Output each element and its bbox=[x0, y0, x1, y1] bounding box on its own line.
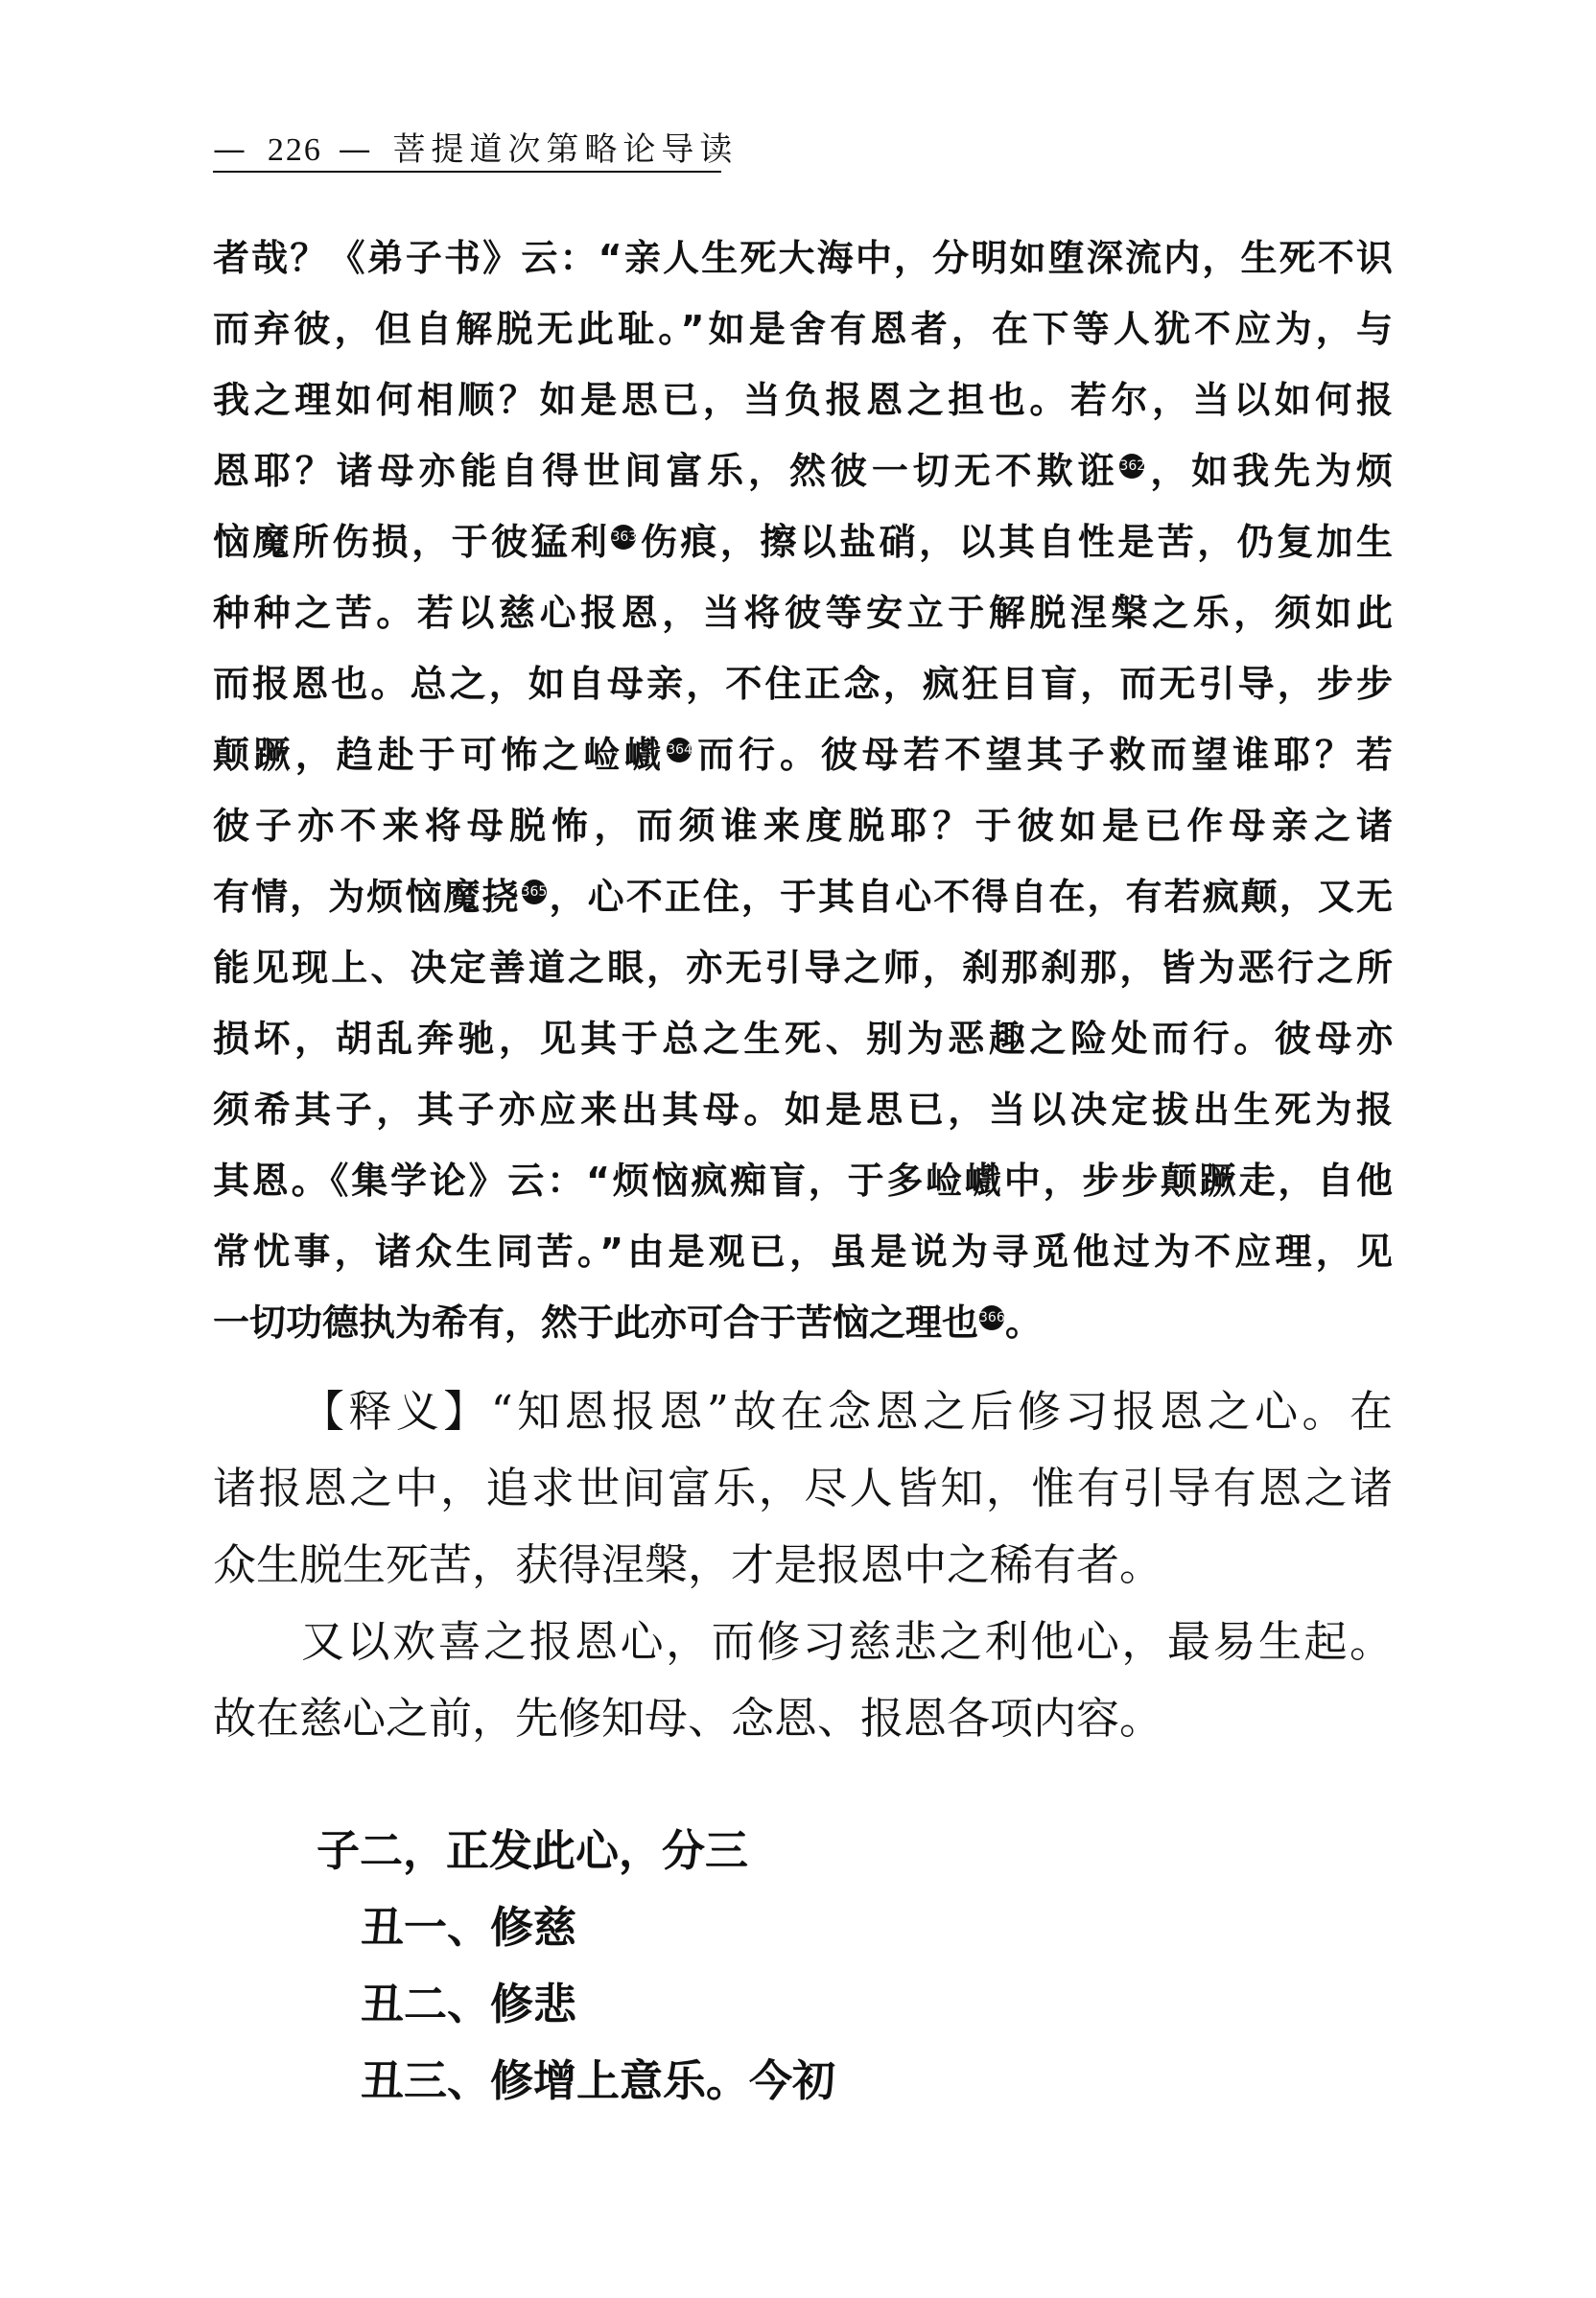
explanation-line: 众生脱生死苦，获得涅槃，才是报恩中之稀有者。 bbox=[213, 1539, 1163, 1590]
explanation-line: 诸报恩之中，追求世间富乐，尽人皆知，惟有引导有恩之诸 bbox=[213, 1463, 1393, 1513]
outline-item: 丑二、修悲 bbox=[361, 1979, 577, 2029]
footnote-marker[interactable]: 364 bbox=[667, 738, 692, 762]
quote-line bbox=[213, 1287, 1393, 1358]
outline-item: 丑三、修增上意乐。今初 bbox=[361, 2055, 836, 2106]
quote-text: 一切功德执为希有，然于此亦可合于苦恼之理也 bbox=[213, 1301, 979, 1344]
quote-line bbox=[213, 577, 1393, 648]
quote-line bbox=[213, 790, 1393, 861]
quote-line bbox=[213, 293, 1393, 364]
outline-section bbox=[317, 1813, 835, 2120]
footnote-marker[interactable]: 362 bbox=[1119, 454, 1144, 479]
quote-text: 而报恩也。总之，如自母亲，不住正念，疯狂目盲，而无引导，步步 bbox=[213, 663, 1393, 705]
quote-text: 种种之苦。若以慈心报恩，当将彼等安立于解脱涅槃之乐，须如此 bbox=[213, 592, 1393, 634]
explanation-section bbox=[213, 1373, 1393, 1757]
quote-text: 其恩。《集学论》云：“烦恼疯痴盲，于多崄巇中，步步颠蹶走，自他 bbox=[213, 1160, 1393, 1202]
quote-line bbox=[213, 1216, 1393, 1287]
quote-line bbox=[213, 1074, 1393, 1145]
quote-text: 者哉？《弟子书》云：“亲人生死大海中，分明如堕深流内，生死不识 bbox=[213, 237, 1393, 279]
quote-line bbox=[213, 861, 1393, 932]
footnote-marker[interactable]: 366 bbox=[979, 1305, 1004, 1330]
quote-text: 能见现上、决定善道之眼，亦无引导之师，刹那刹那，皆为恶行之所 bbox=[213, 947, 1393, 989]
quote-line bbox=[213, 1003, 1393, 1074]
quote-text: 须希其子，其子亦应来出其母。如是思已，当以决定拔出生死为报 bbox=[213, 1089, 1393, 1131]
explanation-line: 又以欢喜之报恩心，而修习慈悲之利他心，最易生起。 bbox=[301, 1616, 1393, 1667]
footnote-marker[interactable]: 365 bbox=[522, 879, 547, 904]
quote-line bbox=[213, 506, 1393, 577]
quote-text: 有情，为烦恼魔挠 bbox=[213, 876, 521, 918]
running-head bbox=[213, 123, 738, 170]
head-right-dash: — bbox=[338, 130, 377, 169]
quote-line bbox=[213, 223, 1393, 293]
quote-line bbox=[213, 648, 1393, 719]
quote-text: 而弃彼，但自解脱无此耻。”如是舍有恩者，在下等人犹不应为，与 bbox=[213, 308, 1393, 350]
outline-item: 丑一、修慈 bbox=[361, 1902, 577, 1953]
quote-text: 损坏，胡乱奔驰，见其于总之生死、别为恶趣之险处而行。彼母亦 bbox=[213, 1018, 1393, 1060]
quote-text: 恼魔所伤损，于彼猛利 bbox=[213, 521, 611, 563]
explanation-line: 【释义】“知恩报恩”故在念恩之后修习报恩之心。在 bbox=[301, 1386, 1393, 1437]
quote-text: 颠蹶，趋赴于可怖之崄巇 bbox=[213, 734, 667, 776]
quote-line bbox=[213, 1145, 1393, 1216]
book-title: 菩提道次第略论导读 bbox=[392, 130, 739, 169]
quoted-text-block bbox=[213, 223, 1393, 1358]
quote-text: 常忧事，诸众生同苦。”由是观已，虽是说为寻觅他过为不应理，见 bbox=[213, 1231, 1393, 1273]
outline-heading: 子二，正发此心，分三 bbox=[317, 1825, 749, 1876]
quote-line bbox=[213, 435, 1393, 506]
quote-line bbox=[213, 364, 1393, 435]
quote-text: 恩耶？诸母亦能自得世间富乐，然彼一切无不欺诳 bbox=[213, 450, 1119, 492]
quote-text: 我之理如何相顺？如是思已，当负报恩之担也。若尔，当以如何报 bbox=[213, 379, 1393, 421]
quote-text: ，心不正住，于其自心不得自在，有若疯颠，又无 bbox=[547, 876, 1393, 918]
quote-text: 。 bbox=[1005, 1301, 1043, 1344]
quote-text: ，如我先为烦 bbox=[1145, 450, 1393, 492]
running-head-rule bbox=[213, 171, 721, 173]
quote-text: 而行。彼母若不望其子救而望谁耶？若 bbox=[692, 734, 1393, 776]
quote-text: 伤痕，擦以盐硝，以其自性是苦，仍复加生 bbox=[637, 521, 1393, 563]
head-left-dash: — bbox=[213, 130, 251, 169]
quote-text: 彼子亦不来将母脱怖，而须谁来度脱耶？于彼如是已作母亲之诸 bbox=[213, 805, 1393, 847]
page-number: 226 bbox=[267, 132, 322, 168]
explanation-line: 故在慈心之前，先修知母、念恩、报恩各项内容。 bbox=[213, 1693, 1163, 1744]
quote-line bbox=[213, 719, 1393, 790]
quote-line bbox=[213, 932, 1393, 1003]
footnote-marker[interactable]: 363 bbox=[611, 525, 636, 550]
